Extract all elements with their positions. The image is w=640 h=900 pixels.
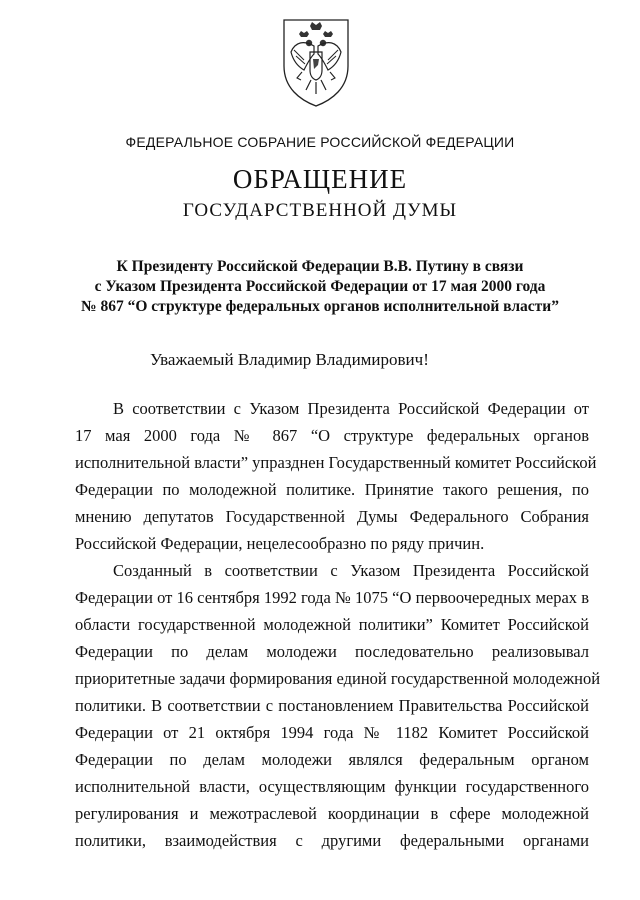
assembly-name: ФЕДЕРАЛЬНОЕ СОБРАНИЕ РОССИЙСКОЙ ФЕДЕРАЦИИ xyxy=(125,134,515,150)
body-line: Федерации от 16 сентября 1992 года № 1075 “О первоочередных мерах в xyxy=(75,588,589,607)
body-line: Федерации по делам молодежи последовательно реализовывал xyxy=(75,642,589,661)
addressee-line: с Указом Президента Российской Федерации от 17 мая 2000 года xyxy=(94,278,546,295)
addressee-block xyxy=(0,257,640,317)
body-line: Федерации по делам молодежи являлся федеральным органом xyxy=(75,750,589,769)
coat-of-arms-icon xyxy=(280,16,352,108)
body-line: В соответствии с Указом Президента Российской Федерации от xyxy=(113,399,589,418)
body-line: приоритетные задачи формирования единой государственной молодежной xyxy=(75,669,601,688)
body-line: мнению депутатов Государственной Думы Федерального Собрания xyxy=(75,507,589,526)
document-subtitle: ГОСУДАРСТВЕННОЙ ДУМЫ xyxy=(182,200,458,221)
body-line: исполнительной власти” упразднен Государственный комитет Российской xyxy=(75,453,597,472)
body-line: политики. В соответствии с постановлением Правительства Российской xyxy=(75,696,589,715)
addressee-line: К Президенту Российской Федерации В.В. Путину в связи xyxy=(116,258,524,275)
body-line: Федерации по молодежной политике. Принятие такого решения, по xyxy=(75,480,589,499)
body-line: 17 мая 2000 года № 867 “О структуре федеральных органов xyxy=(75,426,589,445)
document-title: ОБРАЩЕНИЕ xyxy=(232,164,408,194)
body-line: политики, взаимодействия с другими федеральными органами xyxy=(75,831,589,850)
addressee-line: № 867 “О структуре федеральных органов исполнительной власти” xyxy=(81,298,559,315)
salutation: Уважаемый Владимир Владимирович! xyxy=(150,350,429,369)
body-line: области государственной молодежной политики” Комитет Российской xyxy=(75,615,589,634)
body-line: исполнительной власти, осуществляющим функции государственного xyxy=(75,777,589,796)
body-line: регулирования и межотраслевой координации в сфере молодежной xyxy=(75,804,589,823)
body-line: Созданный в соответствии с Указом Президента Российской xyxy=(113,561,589,580)
body-line: Российской Федерации, нецелесообразно по ряду причин. xyxy=(75,534,485,553)
body-line: Федерации от 21 октября 1994 года № 1182 Комитет Российской xyxy=(75,723,589,742)
